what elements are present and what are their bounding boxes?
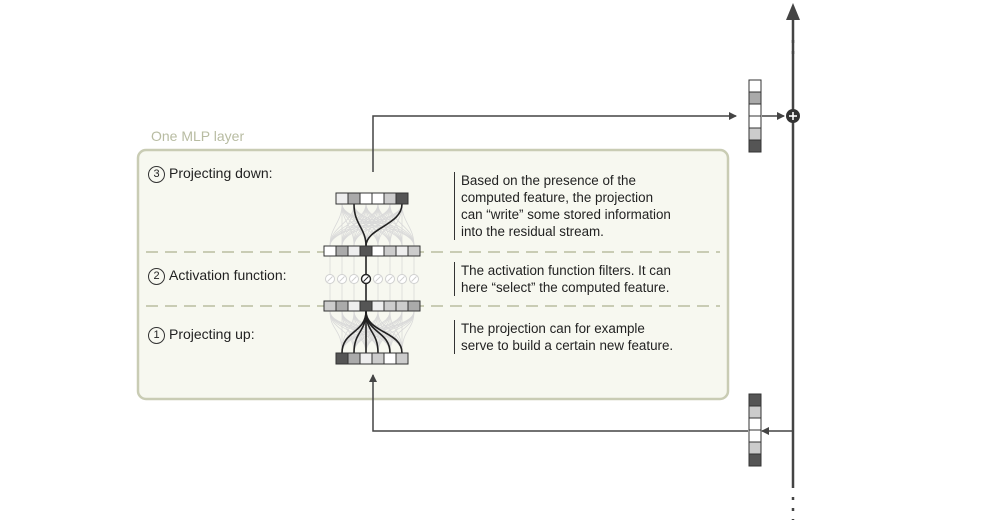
residual-stream-arrowhead [786,3,800,20]
vector-cell [396,246,408,256]
vector-cell [384,353,396,364]
description-line: The projection can for example [461,321,645,336]
vector-cell [749,92,761,104]
step-number: 1 [148,327,165,344]
vector-cell [372,193,384,204]
step-name: Projecting down: [169,165,273,181]
vector-cell [360,301,372,311]
vector-cell [348,193,360,204]
hidden-vector [324,301,420,311]
projected-down-vector [336,193,408,204]
vector-cell [336,301,348,311]
vector-cell [749,140,761,152]
input-vector [336,353,408,364]
description-line: into the residual stream. [461,224,604,239]
description-line: serve to build a certain new feature. [461,338,674,353]
vector-cell [348,301,360,311]
description-line: here “select” the computed feature. [461,280,670,295]
vector-cell [360,193,372,204]
vector-cell [372,301,384,311]
vector-cell [384,246,396,256]
vector-cell [749,418,761,430]
description-activation [454,262,671,296]
vector-cell [384,193,396,204]
description-line: can “write” some stored information [461,207,671,222]
step-name: Activation function: [169,267,287,283]
vector-cell [396,301,408,311]
vector-cell [360,246,372,256]
vector-cell [324,301,336,311]
vector-cell [749,406,761,418]
description-line: Based on the presence of the [461,173,636,188]
vector-cell [324,246,336,256]
vector-cell [372,353,384,364]
layer-title: One MLP layer [151,128,245,144]
step-label-projecting-down [148,165,273,183]
vector-cell [408,301,420,311]
vector-cell [749,104,761,116]
vector-cell [749,394,761,406]
vector-cell [749,128,761,140]
description-projecting-up [454,320,673,354]
vector-cell [360,353,372,364]
description-projecting-down [454,172,671,240]
vector-cell [396,193,408,204]
vector-cell [336,353,348,364]
vector-cell [749,454,761,466]
vector-cell [396,353,408,364]
input-residual-vector [749,394,761,466]
vector-cell [348,246,360,256]
activated-vector [324,246,420,256]
description-line: The activation function filters. It can [461,263,671,278]
step-name: Projecting up: [169,326,255,342]
step-label-projecting-up [148,326,255,344]
vector-cell [336,193,348,204]
vector-cell [384,301,396,311]
vector-cell [408,246,420,256]
vector-cell [336,246,348,256]
vector-cell [348,353,360,364]
output-residual-vector [749,80,761,152]
vector-cell [749,80,761,92]
description-line: computed feature, the projection [461,190,654,205]
step-label-activation [148,267,287,285]
vector-cell [749,430,761,442]
step-number: 3 [148,166,165,183]
step-number: 2 [148,268,165,285]
vector-cell [749,442,761,454]
vector-cell [749,116,761,128]
vector-cell [372,246,384,256]
